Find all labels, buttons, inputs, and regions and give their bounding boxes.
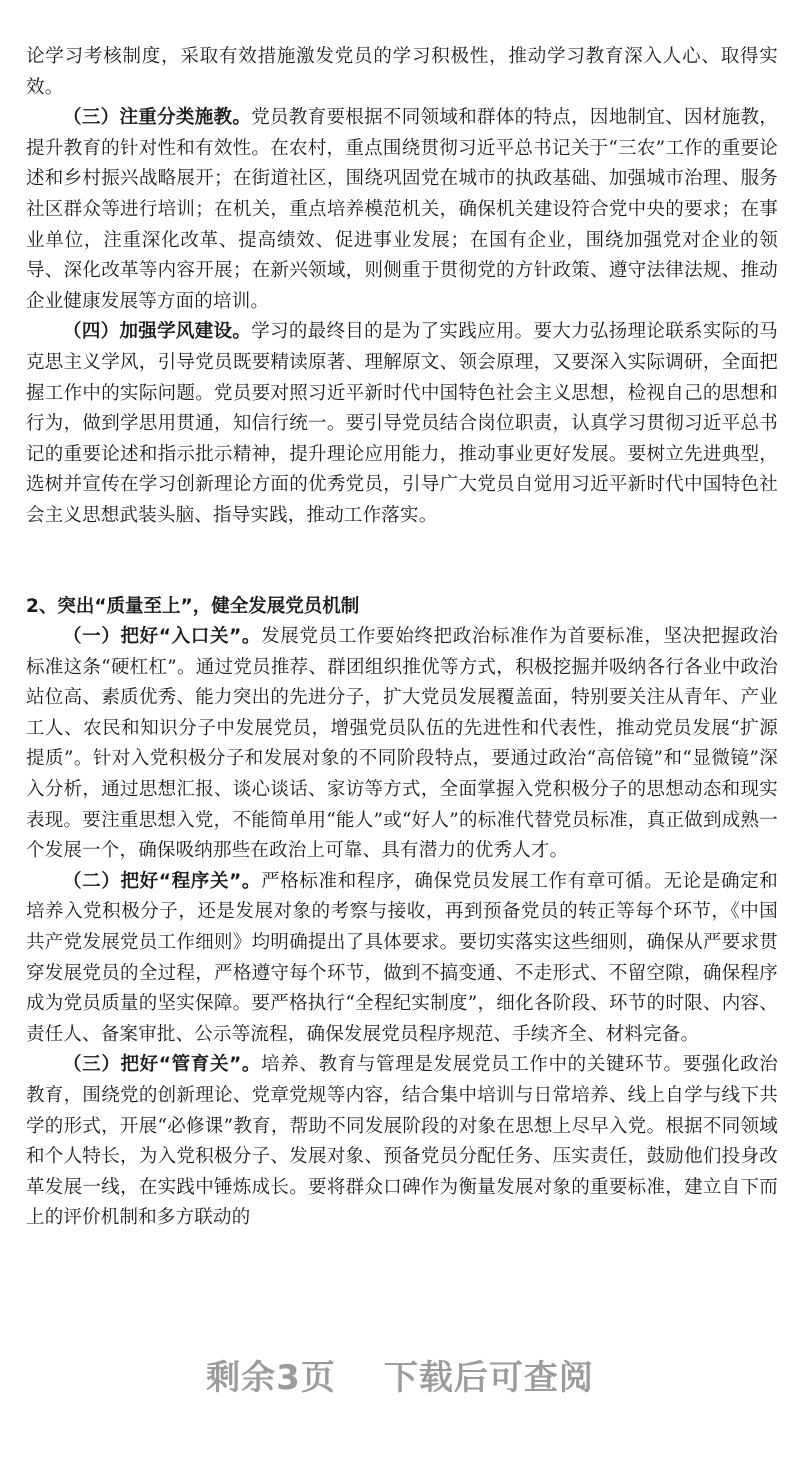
paragraph-text: 培养、教育与管理是发展党员工作中的关键环节。要强化政治教育，围绕党的创新理论、党章党规等内容，结合集中培训与日常培养、线上自学与线下共学的形式，开展“必修课”教育，帮助不同发展阶段的对象在思想上尽早入党。根据不同领域和个人特长，为入党积极分子、发展对象、预备党员分配任务、压实责任，鼓励他们投身改革发展一线，在实践中锤炼成长。要将群众口碑作为衡量发展对象的重要标准，建立自下而上的评价机制和多方联动的 [26,1054,778,1229]
paragraph-text: 党员教育要根据不同领域和群体的特点，因地制宜、因材施教，提升教育的针对性和有效性。在农村，重点围绕贯彻习近平总书记关于“三农”工作的重要论述和乡村振兴战略展开；在街道社区，围绕巩固党在城市的执政基础、加强城市治理、服务社区群众等进行培训；在机关，重点培养模范机关，确保机关建设符合党中央的要求；在事业单位，注重深化改革、提高绩效、促进事业发展；在国有企业，围绕加强党对企业的领导、深化改革等内容开展；在新兴领域，则侧重于贯彻党的方针政策、遵守法律法规、推动企业健康发展等方面的培训。 [26,107,778,312]
paragraph-procedure-gate [26,867,778,1051]
paragraph-entry-gate [26,622,778,867]
paragraph-heading: （四）加强学风建设。 [63,321,252,343]
document-body [26,42,778,1234]
paragraph-text: 发展党员工作要始终把政治标准作为首要标准，坚决把握政治标准这条“硬杠杠”。通过党员推荐、群团组织推优等方式，积极挖掘并吸纳各行各业中政治站位高、素质优秀、能力突出的先进分子，扩大党员发展覆盖面，特别要关注从青年、产业工人、农民和知识分子中发展党员，增强党员队伍的先进性和代表性，推动党员发展“扩源提质”。针对入党积极分子和发展对象的不同阶段特点，要通过政治“高倍镜”和“显微镜”深入分析，通过思想汇报、谈心谈话、家访等方式，全面掌握入党积极分子的思想动态和现实表现。要注重思想入党，不能简单用“能人”或“好人”的标准代替党员标准，真正做到成熟一个发展一个，确保吸纳那些在政治上可靠、具有潜力的优秀人才。 [26,626,778,862]
paragraph-heading: （二）把好“程序关”。 [63,870,262,892]
paragraph-text: 论学习考核制度，采取有效措施激发党员的学习积极性，推动学习教育深入人心、取得实效。 [26,46,778,98]
paragraph-management-gate [26,1050,778,1234]
paragraph-study-style [26,317,778,531]
paragraph-heading: （一）把好“入口关”。 [63,626,262,648]
paragraph-text: 学习的最终目的是为了实践应用。要大力弘扬理论联系实际的马克思主义学风，引导党员既要精读原著、理解原文、领会原理，又要深入实际调研，全面把握工作中的实际问题。党员要对照习近平新时代中国特色社会主义思想，检视自己的思想和行为，做到学思用贯通，知信行统一。要引导党员结合岗位职责，认真学习贯彻习近平总书记的重要论述和指示批示精神，提升理论应用能力，推动事业更好发展。要树立先进典型，选树并宣传在学习创新理论方面的优秀党员，引导广大党员自觉用习近平新时代中国特色社会主义思想武装头脑、指导实践，推动工作落实。 [26,321,778,526]
section-heading: 2、突出“质量至上”，健全发展党员机制 [26,595,360,617]
paragraph-categorized-teaching [26,103,778,317]
paragraph-continued [26,42,778,103]
paragraph-heading: （三）注重分类施教。 [63,107,252,129]
download-to-view-label[interactable]: 下载后可查阅 [383,1358,594,1398]
paragraph-heading: （三）把好“管育关”。 [63,1054,262,1076]
paragraph-text: 严格标准和程序，确保党员发展工作有章可循。无论是确定和培养入党积极分子，还是发展对象的考察与接收，再到预备党员的转正等每个环节，《中国共产党发展党员工作细则》均明确提出了具体要求。要切实落实这些细则，确保从严要求贯穿发展党员的全过程，严格遵守每个环节，做到不搞变通、不走形式、不留空隙，确保程序成为党员质量的坚实保障。要严格执行“全程纪实制度”，细化各阶段、环节的时限、内容、责任人、备案审批、公示等流程，确保发展党员程序规范、手续齐全、材料完备。 [26,870,778,1045]
download-prompt[interactable] [0,1350,800,1399]
remaining-pages-label: 剩余3页 [206,1358,336,1398]
